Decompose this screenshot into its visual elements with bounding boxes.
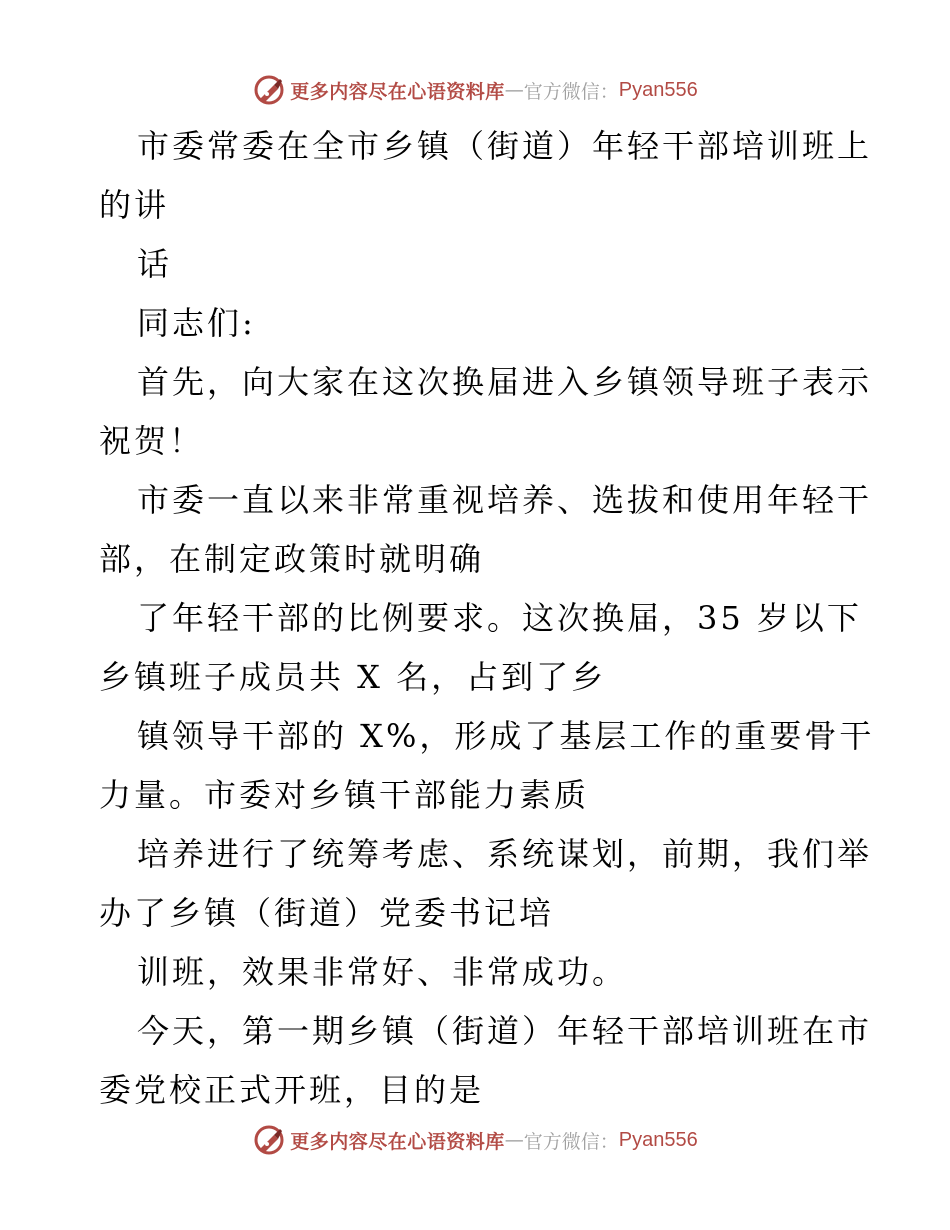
banner-wechat-id: Pyan556 (618, 1128, 698, 1151)
body-line: 乡镇班子成员共 X 名，占到了乡 (99, 658, 607, 696)
body-line: 训班，效果非常好、非常成功。 (137, 953, 628, 991)
body-line: 祝贺！ (99, 422, 205, 460)
body-line: 力量。市委对乡镇干部能力素质 (99, 776, 590, 814)
body-line: 办了乡镇（街道）党委书记培 (99, 894, 555, 932)
banner-brand-text: 更多内容尽在心语资料库 (290, 1130, 505, 1153)
banner-wechat-label: 官方微信： (523, 80, 619, 103)
body-line: 市委常委在全市乡镇（街道）年轻干部培训班上 (137, 127, 873, 165)
body-line: 镇领导干部的 X%，形成了基层工作的重要骨干 (137, 717, 875, 755)
body-line: 市委一直以来非常重视培养、选拔和使用年轻干 (137, 481, 873, 519)
footer-watermark-banner (0, 1120, 950, 1160)
body-line: 的讲 (99, 186, 170, 224)
body-line: 委党校正式开班，目的是 (99, 1071, 485, 1109)
banner-brand-text: 更多内容尽在心语资料库 (290, 80, 505, 103)
body-line: 话 (137, 245, 173, 283)
banner-wechat-label: 官方微信： (523, 1130, 619, 1153)
header-watermark-banner (0, 70, 950, 110)
fountain-pen-logo-icon (252, 73, 286, 107)
banner-dash: — (504, 1129, 524, 1151)
banner-dash: — (504, 79, 524, 101)
body-line: 今天，第一期乡镇（街道）年轻干部培训班在市 (137, 1012, 873, 1050)
salutation: 同志们: (137, 304, 256, 342)
body-line: 了年轻干部的比例要求。这次换届，35 岁以下 (137, 599, 862, 637)
body-line: 部，在制定政策时就明确 (99, 540, 485, 578)
fountain-pen-logo-icon (252, 1123, 286, 1157)
banner-wechat-id: Pyan556 (618, 78, 698, 101)
body-line: 首先，向大家在这次换届进入乡镇领导班子表示 (137, 363, 873, 401)
body-line: 培养进行了统筹考虑、系统谋划，前期，我们举 (137, 835, 873, 873)
